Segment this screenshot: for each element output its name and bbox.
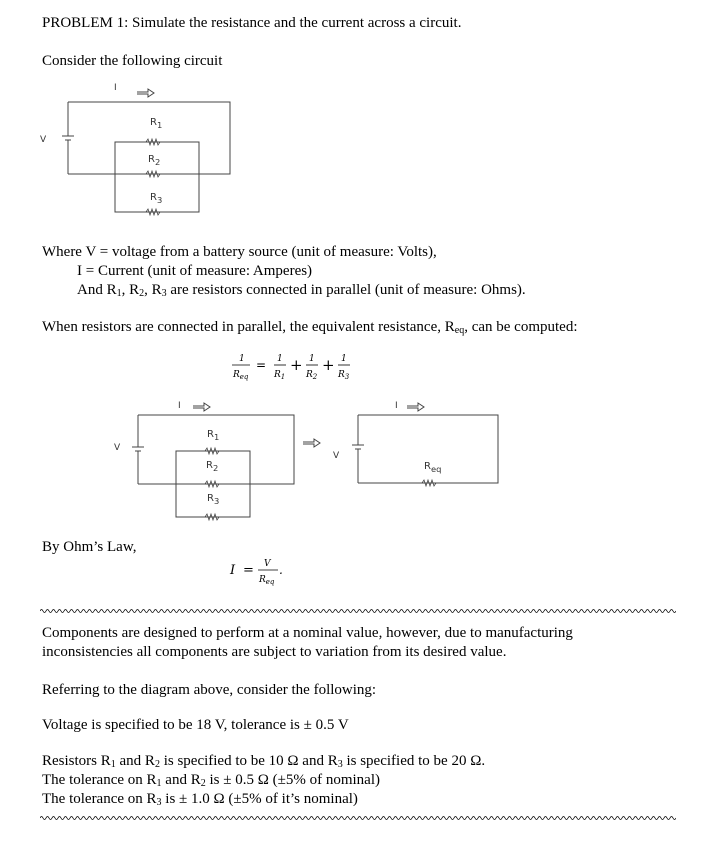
svg-text:R2: $R_2$ <box>306 370 318 381</box>
req-label: $R_{eq}$ <box>424 461 442 474</box>
tilde-separator-bottom <box>40 815 676 821</box>
problem-title: PROBLEM 1: Simulate the resistance and the current across a circuit. <box>42 15 462 31</box>
svg-text:1: 1 <box>309 354 315 364</box>
current-label-1: I <box>114 83 117 93</box>
ohm-law-label: By Ohm’s Law, <box>42 539 137 555</box>
definition-voltage: Where V = voltage from a battery source (unit of measure: Volts), <box>42 244 437 260</box>
voltage-label-2: V <box>114 443 121 453</box>
current-arrow-icon <box>407 403 424 411</box>
voltage-spec: Voltage is specified to be 18 V, tolerance is ± 0.5 V <box>42 717 349 733</box>
svg-text:+: + <box>290 356 303 374</box>
r1-label-2: $R_1$ <box>207 429 220 442</box>
svg-text:R3: $R_3$ <box>338 370 350 381</box>
svg-text:+: + <box>322 356 335 374</box>
svg-text:=: = <box>243 563 254 578</box>
resistor-spec: Resistors $R_1$ and $R_2$ is specified to be 10 Ω and $R_3$ is specified to be 20 Ω. <box>42 753 486 770</box>
svg-text:.: . <box>279 563 283 577</box>
svg-text:R1: $R_1$ <box>274 370 286 381</box>
r3-label: $R_3$ <box>150 192 163 205</box>
voltage-label-3: V <box>333 451 340 461</box>
r2-label: $R_2$ <box>148 154 161 167</box>
problem-intro: Consider the following circuit <box>42 53 223 69</box>
components-line-1: Components are designed to perform at a nominal value, however, due to manufacturing <box>42 625 573 641</box>
definition-resistors: And $R_1$, $R_2$, $R_3$ are resistors connected in parallel (unit of measure: Ohms). <box>77 282 526 299</box>
circuit-diagram-parallel-2 <box>100 395 300 525</box>
svg-text:Req: $R_{eq}$ <box>259 575 275 586</box>
circuit-diagram-parallel <box>30 82 250 222</box>
r3-label-2: $R_3$ <box>207 493 220 506</box>
svg-text:I: I <box>230 563 236 578</box>
parallel-sentence: When resistors are connected in parallel, the equivalent resistance, $R_{eq}$, can be computed: <box>42 319 578 336</box>
svg-text:1: 1 <box>277 354 283 364</box>
r2-label-2: $R_2$ <box>206 460 219 473</box>
formula-equivalent-resistance <box>228 348 358 384</box>
refer-sentence: Referring to the diagram above, consider the following: <box>42 682 377 698</box>
svg-text:=: = <box>256 358 267 372</box>
equivalent-arrow-icon <box>302 437 322 449</box>
svg-text:V: V <box>264 559 271 569</box>
current-label-2: I <box>178 401 181 411</box>
current-arrow-icon <box>193 403 210 411</box>
tolerance-r3: The tolerance on $R_3$ is ± 1.0 Ω (±5% of it’s nominal) <box>42 791 358 808</box>
components-line-2: inconsistencies all components are subject to variation from its desired value. <box>42 644 507 660</box>
svg-text:1: 1 <box>341 354 347 364</box>
circuit-diagram-equivalent <box>320 395 510 495</box>
voltage-label-1: V <box>40 135 47 145</box>
current-arrow-icon <box>137 89 154 97</box>
current-label-3: I <box>395 401 398 411</box>
svg-text:Req: $R_{eq}$ <box>233 370 249 381</box>
formula-ohms-law <box>228 552 288 588</box>
definition-current: I = Current (unit of measure: Amperes) <box>77 263 313 279</box>
r1-label: $R_1$ <box>150 117 163 130</box>
svg-text:1: 1 <box>239 354 245 364</box>
tolerance-r1-r2: The tolerance on $R_1$ and $R_2$ is ± 0.5 Ω (±5% of nominal) <box>42 772 380 789</box>
tilde-separator <box>40 608 676 614</box>
